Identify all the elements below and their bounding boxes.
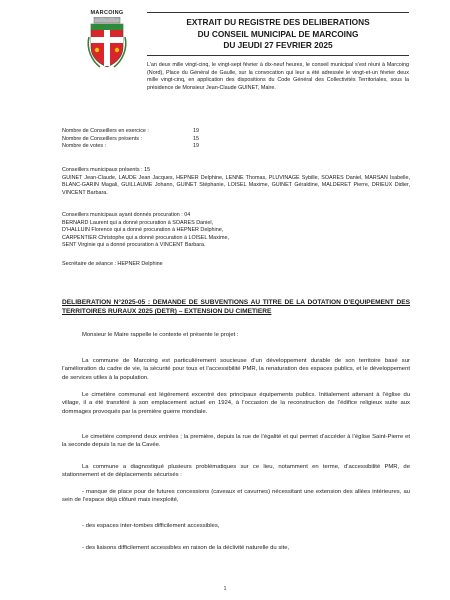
proxy-line: SENT Virginie qui a donné procuration à VINCENT Barbara. (62, 242, 206, 249)
proxies-section (62, 212, 410, 250)
logo-name: MARCOING (90, 10, 124, 16)
paragraph-sustainable-development: La commune de Marcoing est particulièrement soucieuse d’un développement durable de son territoire basé sur l’amélioration du cadre de vie, la sécurité pour tous et l’accessibilité PMR, la renaturation des espaces publics, et le développement de services utiles à la population. (62, 358, 410, 381)
count-row-in-office (62, 128, 199, 136)
count-value: 19 (193, 128, 199, 134)
present-members-heading: Conseillers municipaux présents : 15 (62, 167, 151, 173)
proxy-line: BERNARD Laurent qui a donné procuration à SOARES Daniel, (62, 219, 214, 226)
proxy-line: CARPENTIER Christophe qui a donné procuration à LOISEL Maxime, (62, 234, 229, 241)
document-title-box (147, 12, 409, 56)
proxy-line: D’HALLUIN Florence qui a donné procuration à HEPNER Delphine, (62, 227, 224, 234)
count-row-votes (62, 143, 199, 151)
shield-icon (86, 17, 128, 71)
count-label: Nombre de Conseillers présents : (62, 135, 142, 142)
bullet-concessions: - manque de place pour de futures concessions (caveaux et cavurnes) nécessitant une extension des allées intérieures, au sein de l’espace déjà clôturé mais inexploité, (62, 489, 410, 504)
bullet-inter-tomb-spaces: - des espaces inter-tombes difficilement accessibles, (82, 523, 220, 529)
count-value: 15 (193, 135, 199, 142)
count-row-present (62, 136, 199, 144)
count-label: Nombre de votes : (62, 143, 107, 150)
session-secretary: Secrétaire de séance : HEPNER Delphine (62, 261, 163, 267)
present-members-section (62, 167, 410, 197)
coat-of-arms-logo (86, 10, 128, 71)
paragraph-cemetery-entrances: Le cimetière comprend deux entrées ; la première, depuis la rue de l’égalité et qui permet d’accéder à l’église Saint-Pierre et la seconde depuis la rue de la Cavée. (62, 434, 410, 449)
present-members-list: GUINET Jean-Claude, LAUDE Jean Jacques, HEPNER Delphine, LENNE Thomas, PLUVINAGE Sybille, SOARES Daniel, MARSAN Isabelle, BLANC-GARIN Magali, GUILLAUME Johann, GUINET Stéphanie, LOISEL Maxime, GUINET Géraldine, MALDERET Pierre, DRIEUX Didier, VINCENT Barbara. (62, 174, 410, 196)
title-line-1: EXTRAIT DU REGISTRE DES DELIBERATIONS (186, 17, 370, 27)
paragraph-diagnosis: La commune a diagnostiqué plusieurs problématiques sur ce lieu, notamment en terme, d’accessibilité PMR, de stationnement et de déplacements sécurisés : (62, 464, 410, 479)
title-line-2: DU CONSEIL MUNICIPAL DE MARCOING (197, 28, 359, 39)
page-number: 1 (223, 586, 227, 592)
paragraph-context: Monsieur le Maire rappelle le contexte et présente le projet : (82, 332, 239, 338)
bullet-slope-links: - des liaisons difficilement accessibles en raison de la déclivité naturelle du site, (82, 545, 290, 551)
count-label: Nombre de Conseillers en exercice : (62, 128, 149, 134)
count-value: 19 (193, 143, 199, 150)
intro-paragraph: L’an deux mille vingt-cinq, le vingt-sept février à dix-neuf heures, le conseil municipal s’est réuni à Marcoing (Nord), Place du Général de Gaulle, sur la convocation qui leur a été adressée le vingt-et-un février deux mille vingt-cinq, en application des dispositions du Code Général des Collectivités Territoriales, sous la présidence de Monsieur Jean-Claude GUINET, Maire. (147, 62, 409, 91)
proxies-heading: Conseillers municipaux ayant donnés procuration : 04 (62, 212, 191, 218)
deliberation-title: DELIBERATION N°2025-05 : DEMANDE DE SUBVENTIONS AU TITRE DE LA DOTATION D’EQUIPEMENT DES TERRITOIRES RURAUX 2025 (DETR) – EXTENSION DU CIMETIERE (62, 299, 410, 315)
council-counts (62, 128, 199, 151)
title-line-3: DU JEUDI 27 FEVRIER 2025 (223, 40, 333, 50)
paragraph-cemetery-history: Le cimetière communal est légèrement excentré des principaux équipements publics. Initialement attenant à l’église du village, il a été transféré à son emplacement actuel en 1924, à l’occasion de la reconstruction de l’édifice religieux suite aux dommages provoqués par la première guerre mondiale. (62, 392, 410, 415)
